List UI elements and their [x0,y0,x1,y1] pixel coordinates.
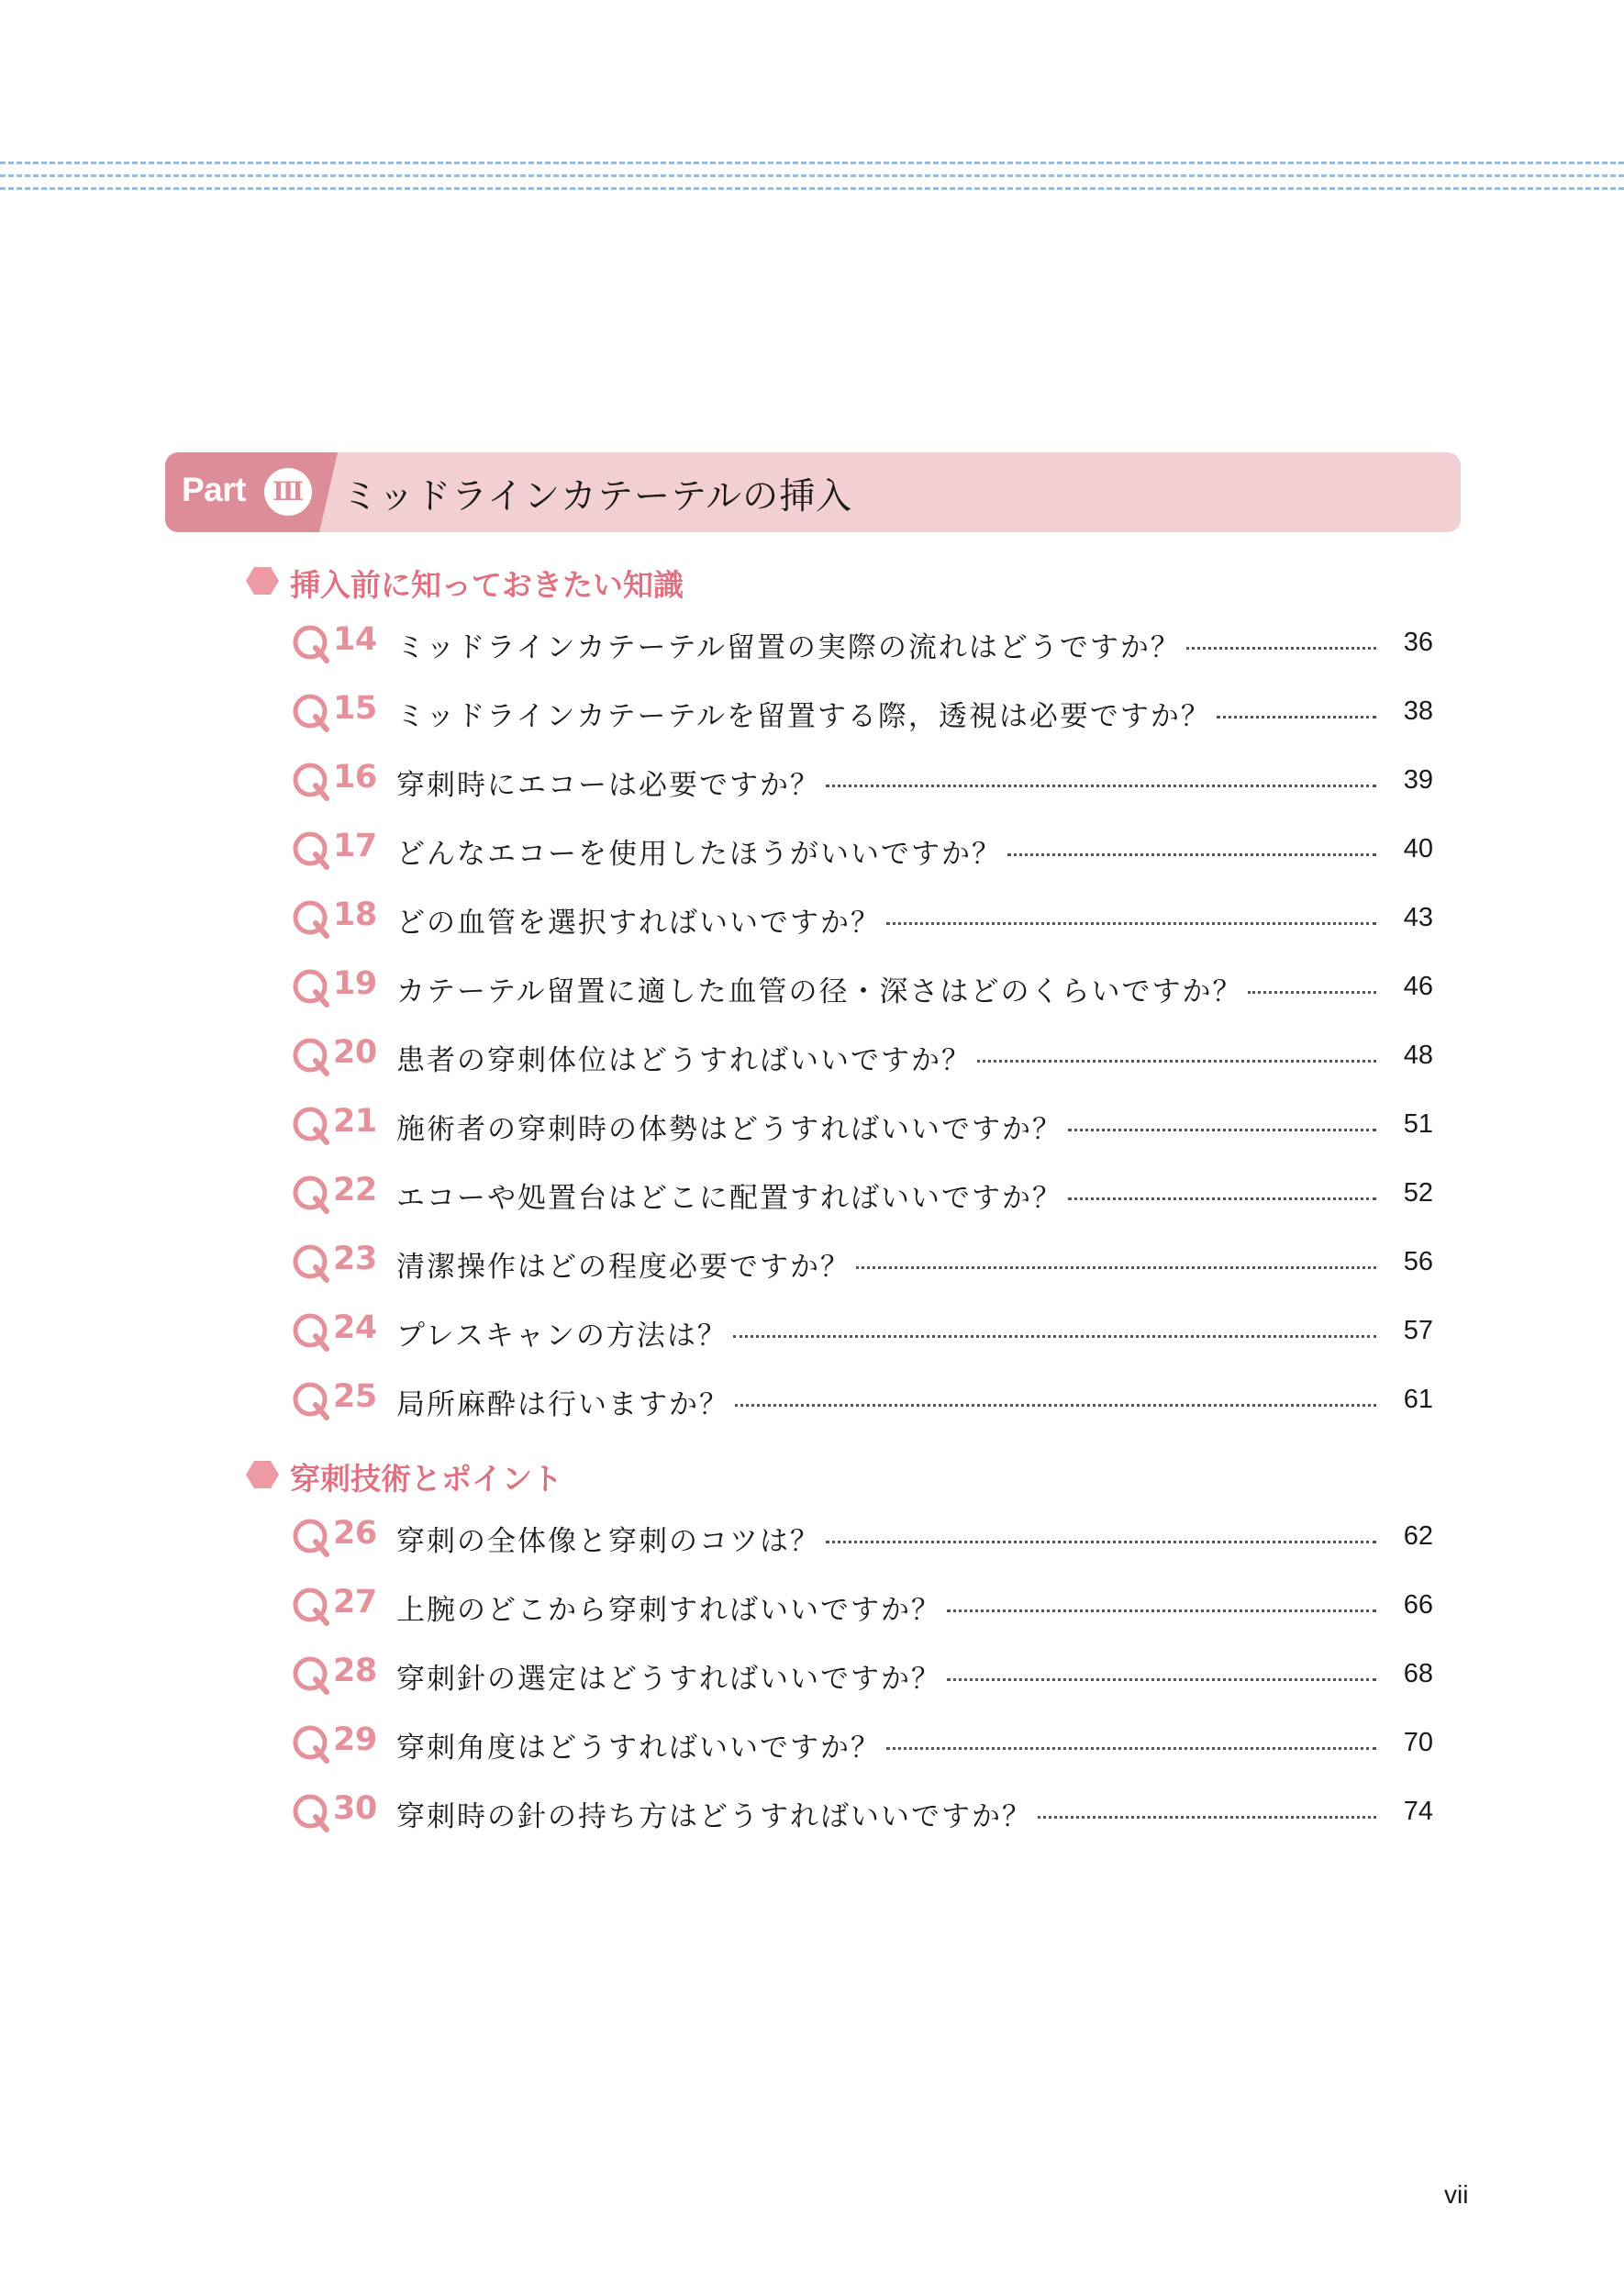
q-letter-icon [291,1792,331,1832]
question-line [396,1381,1382,1421]
q-letter-icon [291,1654,331,1695]
page-ref: 68 [1403,1659,1433,1688]
toc-entry[interactable] [291,1030,1433,1080]
question-number: 25 [333,1378,377,1415]
toc-entry[interactable] [291,1099,1433,1149]
toc-entry[interactable] [291,755,1433,805]
question-line [396,1312,1382,1353]
page-ref: 61 [1403,1385,1433,1414]
q-letter-icon [291,1105,331,1145]
page-ref: 52 [1403,1178,1433,1208]
question-text: 局所麻酔は行いますか？ [396,1387,729,1421]
question-number: 22 [333,1172,377,1208]
q-letter-icon [291,1036,331,1076]
question-text: カテーテル留置に適した血管の径・深さはどのくらいですか？ [396,974,1243,1008]
question-number: 23 [333,1241,377,1277]
part-number-badge: Ⅲ [264,468,312,516]
toc-entry[interactable] [291,1580,1433,1630]
question-line [396,1037,1382,1077]
dot-leader [1217,716,1376,718]
question-line [396,1518,1382,1558]
header-rule-top [0,161,1624,164]
page-ref: 74 [1403,1797,1433,1826]
header-rule-middle [0,174,1624,177]
question-number: 19 [333,965,377,1002]
question-number: 27 [333,1584,377,1620]
q-letter-icon [291,1242,331,1283]
dot-leader [886,1747,1376,1750]
hexagon-bullet-icon [246,1461,279,1488]
question-text: 施術者の穿刺時の体勢はどうすればいいですか？ [396,1112,1062,1146]
dot-leader [733,1335,1376,1338]
q-letter-icon [291,623,331,663]
question-text: 患者の穿刺体位はどうすればいいですか？ [396,1043,972,1077]
question-text: どの血管を選択すればいいですか？ [396,906,881,940]
page-ref: 43 [1403,903,1433,932]
question-text: ミッドラインカテーテル留置の実際の流れはどうですか？ [396,630,1181,664]
dot-leader [826,1541,1376,1543]
toc-entry[interactable] [291,962,1433,1011]
hexagon-bullet-icon [246,567,279,595]
dot-leader [856,1266,1376,1269]
question-number: 15 [333,690,377,727]
page-ref: 46 [1403,972,1433,1001]
toc-entry[interactable] [291,1375,1433,1424]
toc-entry[interactable] [291,893,1433,942]
question-number: 17 [333,828,377,864]
q-letter-icon [291,1380,331,1420]
question-text: プレスキャンの方法は？ [396,1319,728,1353]
page-ref: 40 [1403,834,1433,863]
question-text: ミッドラインカテーテルを留置する際，透視は必要ですか？ [396,699,1211,733]
question-number: 18 [333,896,377,933]
dot-leader [1068,1129,1376,1131]
question-line [396,1587,1382,1627]
dot-leader [977,1060,1376,1063]
question-line [396,830,1382,871]
question-text: エコーや処置台はどこに配置すればいいですか？ [396,1181,1062,1215]
toc-entry[interactable] [291,1787,1433,1836]
question-line [396,762,1382,802]
q-letter-icon [291,761,331,801]
dot-leader [947,1678,1376,1681]
question-line [396,899,1382,940]
page-ref: 51 [1403,1109,1433,1139]
toc-entry[interactable] [291,1511,1433,1561]
page-ref: 56 [1403,1247,1433,1276]
part-title: ミッドラインカテーテルの挿入 [342,476,853,518]
page-number: vii [1444,2180,1469,2209]
question-line [396,1106,1382,1146]
question-line [396,968,1382,1008]
dot-leader [1248,991,1376,994]
q-letter-icon [291,692,331,732]
question-number: 14 [333,621,377,658]
question-number: 29 [333,1721,377,1758]
question-line [396,624,1382,664]
question-text: 清潔操作はどの程度必要ですか？ [396,1250,851,1284]
question-text: 穿刺時の針の持ち方はどうすればいいですか？ [396,1799,1032,1833]
dot-leader [1038,1816,1376,1819]
page-ref: 36 [1403,628,1433,657]
toc-entry[interactable] [291,1306,1433,1355]
part-tab-corner [319,452,338,532]
page-ref: 57 [1403,1316,1433,1345]
toc-entry[interactable] [291,824,1433,874]
dot-leader [826,785,1376,787]
question-line [396,1793,1382,1833]
toc-entry[interactable] [291,1718,1433,1767]
question-number: 30 [333,1790,377,1827]
q-letter-icon [291,967,331,1008]
question-text: 上腕のどこから穿刺すればいいですか？ [396,1593,941,1627]
page-ref: 62 [1403,1521,1433,1551]
header-rule-bottom [0,187,1624,190]
toc-entry[interactable] [291,1649,1433,1698]
dot-leader [886,922,1376,925]
page-ref: 66 [1403,1590,1433,1620]
dot-leader [1186,647,1376,650]
page-ref: 38 [1403,696,1433,726]
q-letter-icon [291,1174,331,1214]
q-letter-icon [291,898,331,939]
dot-leader [947,1609,1376,1612]
toc-entry[interactable] [291,618,1433,667]
q-letter-icon [291,1586,331,1626]
question-number: 28 [333,1653,377,1689]
q-letter-icon [291,1517,331,1557]
question-number: 21 [333,1103,377,1140]
question-text: どんなエコーを使用したほうがいいですか？ [396,837,1002,871]
part-banner [165,452,1461,532]
toc-entry[interactable] [291,1168,1433,1218]
question-number: 20 [333,1034,377,1071]
dot-leader [1068,1197,1376,1200]
question-number: 26 [333,1515,377,1552]
question-number: 24 [333,1309,377,1346]
page-ref: 70 [1403,1728,1433,1757]
question-number: 16 [333,759,377,796]
question-text: 穿刺角度はどうすればいいですか？ [396,1731,881,1765]
question-line [396,1655,1382,1696]
q-letter-icon [291,830,331,870]
question-line [396,1724,1382,1765]
dot-leader [735,1404,1376,1407]
section-title: 挿入前に知っておきたい知識 [290,567,684,603]
q-letter-icon [291,1723,331,1764]
page-ref: 39 [1403,765,1433,795]
q-letter-icon [291,1311,331,1352]
question-text: 穿刺時にエコーは必要ですか？ [396,768,820,802]
page-ref: 48 [1403,1041,1433,1070]
part-label: Part [182,471,246,508]
question-text: 穿刺針の選定はどうすればいいですか？ [396,1662,941,1696]
toc-entry[interactable] [291,686,1433,736]
dot-leader [1007,853,1376,856]
question-line [396,1243,1382,1284]
question-line [396,1175,1382,1215]
question-line [396,693,1382,733]
section-title: 穿刺技術とポイント [290,1461,562,1497]
question-text: 穿刺の全体像と穿刺のコツは？ [396,1524,820,1558]
toc-entry[interactable] [291,1237,1433,1286]
